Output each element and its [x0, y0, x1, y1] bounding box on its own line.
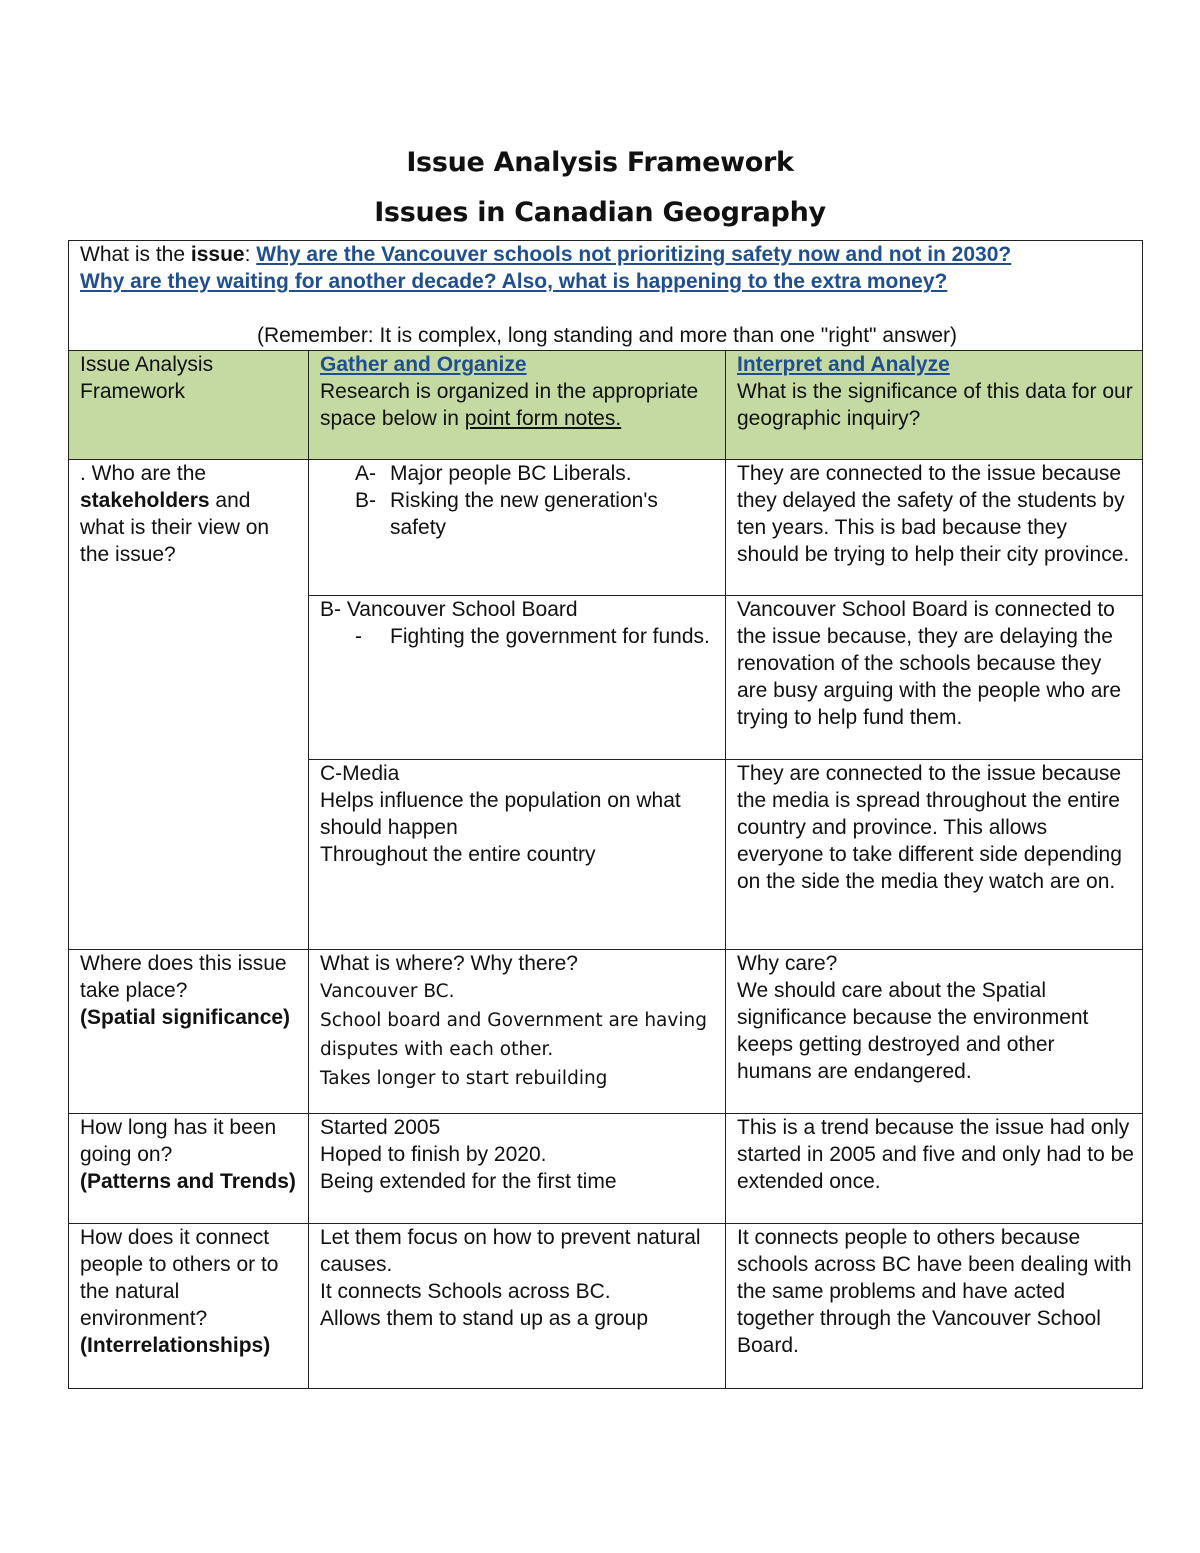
patterns-keyword: (Patterns and Trends)	[80, 1170, 296, 1193]
stakeholders-question: . Who are the stakeholders and what is their view on the issue?	[69, 460, 309, 950]
stakeholders-a-notes	[309, 460, 726, 596]
stakeholders-b-analysis: Vancouver School Board is connected to the issue because, they are delaying the renovation of the schools because they are busy arguing with the people who are trying to help fund them.	[726, 596, 1143, 760]
col3-header	[726, 351, 1143, 460]
list-item: - Fighting the government for funds.	[355, 625, 710, 648]
patterns-analysis: This is a trend because the issue had only started in 2005 and five and only had to be extended once.	[726, 1114, 1143, 1224]
col2-header	[309, 351, 726, 460]
stakeholders-a-analysis: They are connected to the issue because they delayed the safety of the students by ten years. This is bad because they should be trying to help their city province.	[726, 460, 1143, 596]
issue-question-line1: Why are the Vancouver schools not prioritizing safety now and not in 2030?	[256, 243, 1012, 266]
stakeholders-keyword: stakeholders	[80, 489, 210, 512]
stakeholders-b-heading: B- Vancouver School Board	[320, 598, 578, 621]
col2-desc-underlined: point form notes.	[464, 407, 622, 430]
document-subtitle: Issues in Canadian Geography	[374, 197, 826, 228]
stakeholders-c-analysis: They are connected to the issue because the media is spread throughout the entire country and province. This allows everyone to take different side depending on the side the media they watch are on.	[726, 760, 1143, 950]
interrelationships-row	[69, 1224, 1143, 1389]
patterns-question: How long has it been going on? (Patterns and Trends)	[69, 1114, 309, 1224]
issue-row	[69, 241, 1143, 351]
patterns-row	[69, 1114, 1143, 1224]
spatial-question: Where does this issue take place? (Spatial significance)	[69, 950, 309, 1114]
interrelationships-keyword: (Interrelationships)	[80, 1334, 271, 1357]
interrelationships-question: How does it connect people to others or to the natural environment? (Interrelationships)	[69, 1224, 309, 1389]
issue-cell	[69, 241, 1143, 351]
patterns-notes: Started 2005 Hoped to finish by 2020. Being extended for the first time	[309, 1114, 726, 1224]
issue-prefix: What is the	[80, 243, 191, 266]
stakeholders-row-a	[69, 460, 1143, 596]
col2-desc: Research is organized in the appropriate space below in	[320, 380, 699, 430]
col1-header: Issue Analysis Framework	[69, 351, 309, 460]
issue-question-line2: Why are they waiting for another decade? Also, what is happening to the extra money?	[80, 270, 948, 293]
stakeholders-b-notes	[309, 596, 726, 760]
issue-colon: :	[244, 243, 257, 266]
stakeholders-c-notes: C-Media Helps influence the population on what should happen Throughout the entire country	[309, 760, 726, 950]
document-title: Issue Analysis Framework	[406, 147, 794, 178]
issue-keyword: issue	[190, 243, 245, 266]
col3-title: Interpret and Analyze	[737, 353, 950, 376]
list-item: A- Major people BC Liberals.	[355, 462, 632, 485]
issue-reminder: (Remember: It is complex, long standing and more than one "right" answer)	[256, 324, 958, 347]
spatial-keyword: (Spatial significance)	[80, 1006, 291, 1029]
interrelationships-notes: Let them focus on how to prevent natural causes. It connects Schools across BC. Allows them to stand up as a group	[309, 1224, 726, 1389]
col3-desc: What is the significance of this data for our geographic inquiry?	[737, 380, 1133, 430]
list-item: B- Risking the new generation's safety	[355, 489, 658, 539]
spatial-notes: What is where? Why there? Vancouver BC. School board and Government are having disputes with each other. Takes longer to start rebuilding	[309, 950, 726, 1114]
interrelationships-analysis: It connects people to others because schools across BC have been dealing with the same problems and have acted together through the Vancouver School Board.	[726, 1224, 1143, 1389]
column-header-row	[69, 351, 1143, 460]
spatial-analysis: Why care? We should care about the Spatial significance because the environment keeps getting destroyed and other humans are endangered.	[726, 950, 1143, 1114]
framework-table	[68, 240, 1143, 1389]
col2-title: Gather and Organize	[320, 353, 527, 376]
spatial-row	[69, 950, 1143, 1114]
